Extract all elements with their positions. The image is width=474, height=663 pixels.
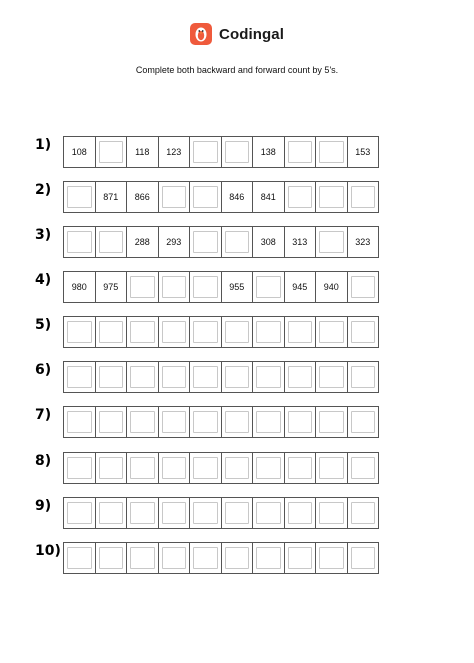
answer-box[interactable] (127, 272, 159, 302)
given-number: 108 (64, 137, 96, 167)
answer-box[interactable] (96, 407, 128, 437)
row-number: 4) (35, 272, 52, 288)
row-number: 10) (35, 543, 61, 559)
given-number: 308 (253, 227, 285, 257)
given-number: 866 (127, 182, 159, 212)
penguin-icon (190, 23, 212, 45)
answer-box[interactable] (285, 362, 317, 392)
answer-box[interactable] (64, 317, 96, 347)
answer-box[interactable] (64, 543, 96, 573)
answer-box[interactable] (64, 362, 96, 392)
row-number: 9) (35, 498, 52, 514)
answer-box[interactable] (190, 543, 222, 573)
answer-box[interactable] (190, 453, 222, 483)
answer-box[interactable] (96, 137, 128, 167)
answer-box[interactable] (348, 453, 379, 483)
answer-box[interactable] (159, 182, 191, 212)
answer-box[interactable] (64, 182, 96, 212)
given-number: 288 (127, 227, 159, 257)
number-grid (63, 271, 379, 303)
answer-box[interactable] (316, 543, 348, 573)
answer-box[interactable] (190, 272, 222, 302)
given-number: 138 (253, 137, 285, 167)
answer-box[interactable] (190, 362, 222, 392)
worksheet-row (0, 270, 474, 304)
given-number: 940 (316, 272, 348, 302)
worksheet-row (0, 315, 474, 349)
answer-box[interactable] (316, 407, 348, 437)
answer-box[interactable] (64, 498, 96, 528)
given-number: 118 (127, 137, 159, 167)
answer-box[interactable] (96, 317, 128, 347)
answer-box[interactable] (127, 362, 159, 392)
answer-box[interactable] (348, 543, 379, 573)
answer-box[interactable] (222, 543, 254, 573)
given-number: 846 (222, 182, 254, 212)
answer-box[interactable] (222, 407, 254, 437)
worksheet-row (0, 451, 474, 485)
answer-box[interactable] (253, 272, 285, 302)
answer-box[interactable] (253, 317, 285, 347)
number-grid (63, 406, 379, 438)
answer-box[interactable] (190, 137, 222, 167)
given-number: 313 (285, 227, 317, 257)
answer-box[interactable] (159, 453, 191, 483)
answer-box[interactable] (64, 227, 96, 257)
answer-box[interactable] (96, 362, 128, 392)
answer-box[interactable] (159, 543, 191, 573)
answer-box[interactable] (316, 137, 348, 167)
answer-box[interactable] (159, 498, 191, 528)
answer-box[interactable] (316, 498, 348, 528)
answer-box[interactable] (316, 227, 348, 257)
answer-box[interactable] (285, 182, 317, 212)
answer-box[interactable] (64, 407, 96, 437)
answer-box[interactable] (285, 407, 317, 437)
brand-header (0, 22, 474, 46)
number-grid (63, 361, 379, 393)
given-number: 871 (96, 182, 128, 212)
row-number: 2) (35, 182, 52, 198)
answer-box[interactable] (222, 453, 254, 483)
number-grid (63, 316, 379, 348)
answer-box[interactable] (285, 137, 317, 167)
number-grid (63, 181, 379, 213)
answer-box[interactable] (253, 362, 285, 392)
worksheet-row (0, 496, 474, 530)
answer-box[interactable] (127, 543, 159, 573)
answer-box[interactable] (190, 317, 222, 347)
given-number: 293 (159, 227, 191, 257)
row-number: 8) (35, 453, 52, 469)
answer-box[interactable] (127, 453, 159, 483)
worksheet-row (0, 180, 474, 214)
given-number: 323 (355, 237, 371, 247)
row-number: 1) (35, 137, 52, 153)
answer-box[interactable] (96, 227, 128, 257)
brand-name: Codingal (219, 25, 284, 43)
answer-box[interactable] (348, 362, 379, 392)
given-number: 153 (355, 147, 371, 157)
worksheet-row (0, 225, 474, 259)
answer-box[interactable] (285, 317, 317, 347)
answer-box[interactable] (190, 227, 222, 257)
answer-box[interactable] (222, 137, 254, 167)
worksheet-row (0, 541, 474, 575)
answer-box[interactable] (316, 182, 348, 212)
instruction-text: Complete both backward and forward count by 5's. (135, 65, 339, 75)
answer-box[interactable] (127, 498, 159, 528)
number-grid (63, 136, 379, 168)
row-number: 3) (35, 227, 52, 243)
answer-box[interactable] (159, 272, 191, 302)
answer-box[interactable] (348, 317, 379, 347)
number-grid (63, 497, 379, 529)
answer-box[interactable] (253, 407, 285, 437)
given-number: 980 (64, 272, 96, 302)
answer-box[interactable] (96, 498, 128, 528)
answer-box[interactable] (253, 453, 285, 483)
number-grid (63, 452, 379, 484)
answer-box[interactable] (159, 317, 191, 347)
answer-box[interactable] (285, 453, 317, 483)
answer-box[interactable] (190, 498, 222, 528)
answer-box[interactable] (253, 543, 285, 573)
answer-box[interactable] (222, 227, 254, 257)
answer-box[interactable] (316, 362, 348, 392)
worksheet-row (0, 405, 474, 439)
answer-box[interactable] (285, 543, 317, 573)
number-grid (63, 226, 379, 258)
given-number: 945 (285, 272, 317, 302)
answer-box[interactable] (127, 407, 159, 437)
answer-box[interactable] (64, 453, 96, 483)
answer-box[interactable] (316, 453, 348, 483)
worksheet-row (0, 360, 474, 394)
answer-box[interactable] (348, 498, 379, 528)
answer-box[interactable] (285, 498, 317, 528)
answer-box[interactable] (96, 543, 128, 573)
answer-box[interactable] (348, 182, 379, 212)
answer-box[interactable] (348, 407, 379, 437)
answer-box[interactable] (348, 272, 379, 302)
row-number: 5) (35, 317, 52, 333)
number-grid (63, 542, 379, 574)
row-number: 7) (35, 407, 52, 423)
answer-box[interactable] (159, 407, 191, 437)
given-number: 123 (159, 137, 191, 167)
given-number: 975 (96, 272, 128, 302)
answer-box[interactable] (222, 317, 254, 347)
answer-box[interactable] (159, 362, 191, 392)
answer-box[interactable] (127, 317, 159, 347)
row-number: 6) (35, 362, 52, 378)
answer-box[interactable] (253, 498, 285, 528)
answer-box[interactable] (316, 317, 348, 347)
answer-box[interactable] (96, 453, 128, 483)
answer-box[interactable] (222, 362, 254, 392)
worksheet-row (0, 135, 474, 169)
given-number: 955 (222, 272, 254, 302)
given-number: 841 (253, 182, 285, 212)
answer-box[interactable] (190, 407, 222, 437)
answer-box[interactable] (222, 498, 254, 528)
answer-box[interactable] (190, 182, 222, 212)
